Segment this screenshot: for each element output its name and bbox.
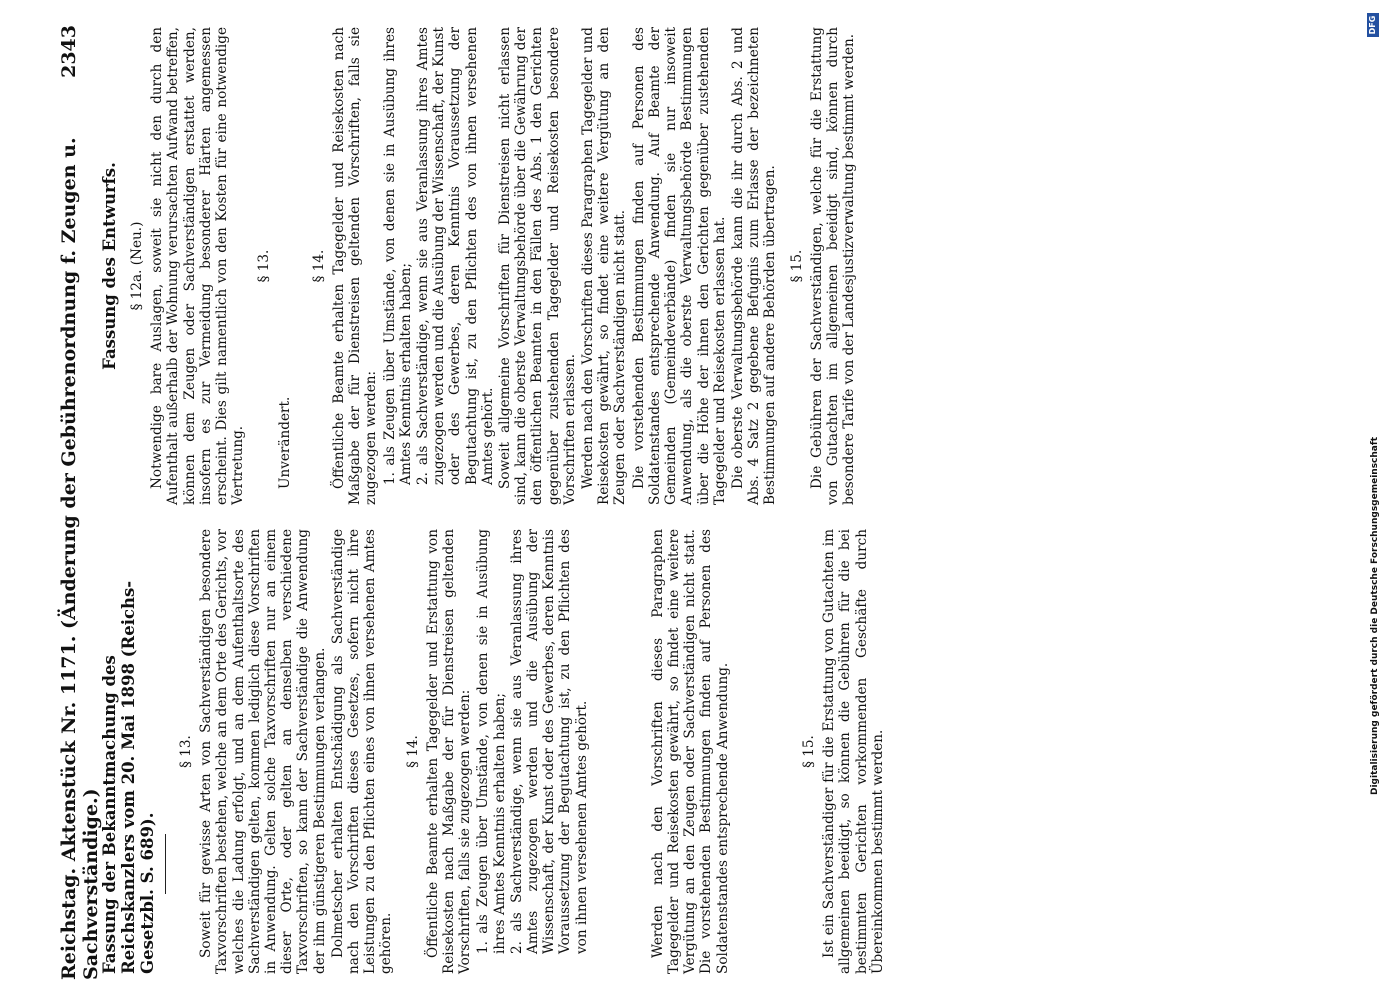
section-14-paragraph-2: Werden nach den Vorschriften dieses Paragraphen Tagegelder und Reisekosten gewährt, so findet eine weitere Vergütung an den Zeugen oder Sachverständigen nicht statt. Die vorstehenden Bestimmungen finden auf Personen des Soldatenstandes entsprechende Anwendung. <box>649 529 731 974</box>
section-13-paragraph-1: Soweit für gewisse Arten von Sachverständigen besondere Taxvorschriften bestehen, welche an dem Orte des Gerichts, vor welches die Ladung erfolgt, und an dem Aufenthaltsorte des Sachverständigen gelten, kommen lediglich diese Vorschriften in Anwendung. Gelten solche Taxvorschriften nur an einem dieser Orte, oder gelten an denselben verschiedene Taxvorschriften, so kann der Sachverständige die Anwendung der ihm günstigeren Bestimmungen verlangen. <box>198 529 328 974</box>
section-13-paragraph-2: Dolmetscher erhalten Entschädigung als Sachverständige nach den Vorschriften dieses Gesetzes, sofern nicht ihre Leistungen zu den Pflichten eines von ihnen versehenen Amtes gehören. <box>329 529 395 974</box>
section-13-title: § 13. <box>178 735 194 768</box>
section-14-title: § 14. <box>404 735 421 768</box>
section-15-paragraph-1: Die Gebühren der Sachverständigen, welche für die Erstattung von Gutachten im allgemeinen beeidigt sind, können durch besondere Tarife von der Landesjustizverwaltung bestimmt werden. <box>808 27 858 505</box>
section-14-paragraph-1: Öffentliche Beamte erhalten Tagegelder und Reisekosten nach Maßgabe der für Dienstreisen geltenden Vorschriften, falls sie zugezogen werden: <box>331 27 380 505</box>
section-14-item-2: 2. als Sachverständige, wenn sie aus Veranlassung ihres Amtes zugezogen werden und die Ausübung der Wissenschaft, der Kunst oder des Gewerbes, deren Kenntnis Voraussetzung der Begutachtung ist, zu den Pflichten des von ihnen versehenen Amtes gehört. <box>508 529 590 954</box>
right-column <box>100 27 859 505</box>
dfg-logo: DFG <box>1367 13 1379 37</box>
page-number: 2343 <box>58 25 80 78</box>
section-14-item-1: 1. als Zeugen über Umstände, von denen sie in Ausübung ihres Amtes Kenntnis erhalten haben; <box>381 27 414 485</box>
section-13-title: § 13. <box>256 249 273 283</box>
section-14-paragraph-4: Die vorstehenden Bestimmungen finden auf Personen des Soldatenstandes entsprechende Anwendung. Auf Beamte der Gemeinden (Gemeindeverbände) finden sie nur insoweit Anwendung, als die oberste Verwaltungsbehörde Bestimmungen über die Höhe der ihnen den Gerichten gegenüber zustehenden Tagegelder und Reisekosten erlassen hat. <box>630 27 728 505</box>
header-title: Reichstag. Aktenstück Nr. 1171. (Änderung der Gebührenordnung f. Zeugen u. Sachverständige.) <box>58 137 102 980</box>
section-14-title: § 14. <box>310 249 327 283</box>
digitization-note: Digitalisierung gefördert durch die Deutsche Forschungsgemeinschaft <box>1370 436 1380 795</box>
section-15-title: § 15. <box>800 735 817 768</box>
right-column-heading: Fassung des Entwurfs. <box>100 162 119 370</box>
running-header <box>52 25 102 980</box>
section-13-paragraph-1: Unverändert. <box>276 396 293 489</box>
section-14-paragraph-5: Die oberste Verwaltungsbehörde kann die ihr durch Abs. 2 und Abs. 4 Satz 2 gegebene Befugnis zum Erlasse der bezeichneten Bestimmungen auf andere Behörden übertragen. <box>729 27 779 505</box>
section-15-paragraph-1: Ist ein Sachverständiger für die Erstattung von Gutachten im allgemeinen beeidigt, so können die Gebühren für die bei bestimmten Gerichten vorkommenden Geschäfte durch Übereinkommen bestimmt werden. <box>821 529 886 974</box>
left-column-heading: Fassung der Bekanntmachung des Reichskanzlers vom 20. Mai 1898 (Reichs-Gesetzbl. S. 689). <box>100 580 157 974</box>
section-14-paragraph-2: Soweit allgemeine Vorschriften für Dienstreisen nicht erlassen sind, kann die oberste Verwaltungsbehörde über die Gewährung der den öffentlichen Beamten in den Fällen des Abs. 1 den Gerichten gegenüber zustehenden Tagegelder und Reisekosten besondere Vorschriften erlassen. <box>497 27 578 505</box>
section-14-item-2: 2. als Sachverständige, wenn sie aus Veranlassung ihres Amtes zugezogen werden und die Ausübung der Wissenschaft, der Kunst oder des Gewerbes, deren Kenntnis Voraussetzung der Begutachtung ist, zu den Pflichten des von ihnen versehenen Amtes gehört. <box>415 27 496 485</box>
section-14-paragraph-3: Werden nach den Vorschriften dieses Paragraphen Tagegelder und Reisekosten gewährt, so findet eine weitere Vergütung an den Zeugen oder Sachverständigen nicht statt. <box>580 27 629 505</box>
left-column <box>100 529 888 974</box>
section-15-title: § 15. <box>788 249 805 283</box>
section-12a-title: § 12a. (Neu.) <box>129 221 145 311</box>
section-14-item-1: 1. als Zeugen über Umstände, von denen sie in Ausübung ihres Amtes Kenntnis erhalten haben; <box>475 529 508 954</box>
divider <box>165 834 166 894</box>
section-12a-paragraph-1: Notwendige bare Auslagen, soweit sie nicht den durch den Aufenthalt außerhalb der Wohnung verursachten Aufwand betreffen, können dem Zeugen oder Sachverständigen erstattet werden, insofern es zur Vermeidung besonderer Härten angemessen erscheint. Dies gilt namentlich von den Kosten für eine notwendige Vertretung. <box>149 27 247 505</box>
section-14-paragraph-1: Öffentliche Beamte erhalten Tagegelder und Erstattung von Reisekosten nach Maßgabe der für Dienstreisen geltenden Vorschriften, falls sie zugezogen werden: <box>424 529 474 974</box>
